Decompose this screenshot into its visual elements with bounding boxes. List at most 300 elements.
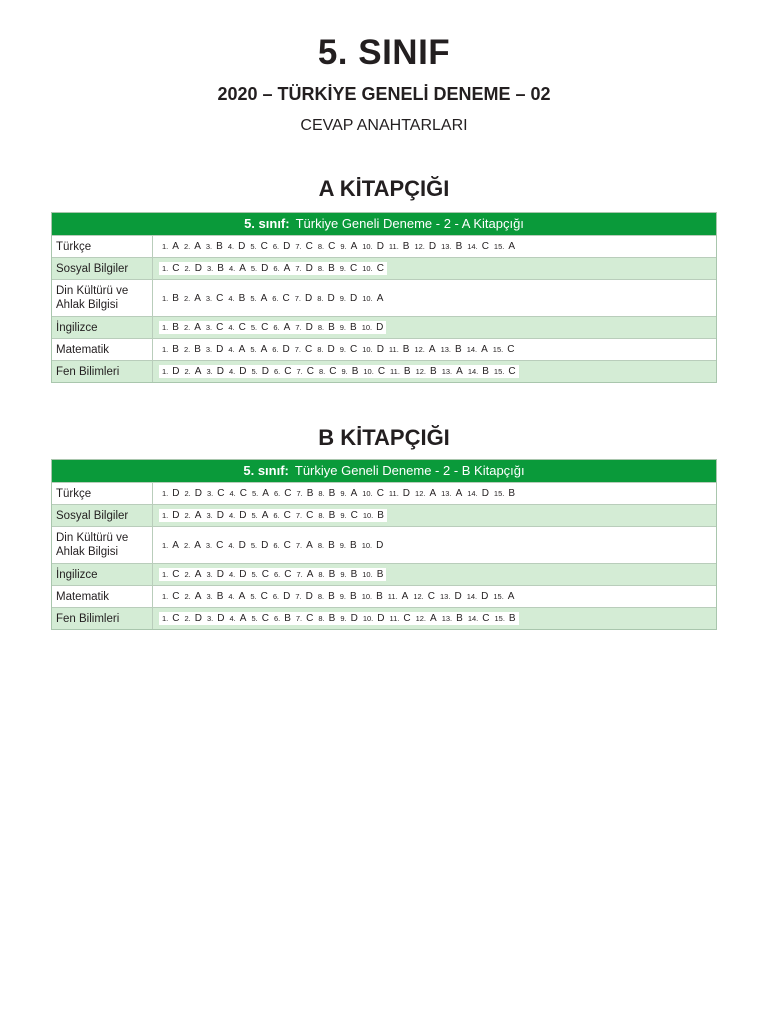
question-number: 3. (207, 489, 214, 498)
subject-name: Sosyal Bilgiler (52, 505, 153, 526)
question-number: 6. (273, 367, 281, 376)
answer-letter: D (216, 344, 224, 355)
answer-item (296, 569, 313, 580)
answer-letter: B (306, 488, 314, 499)
table-row (52, 257, 716, 279)
answer-letter: C (172, 569, 180, 580)
answer-item (273, 540, 291, 551)
table-row (52, 585, 716, 607)
answer-item (274, 488, 292, 499)
answer-letter: D (376, 241, 384, 252)
answer-item (162, 510, 180, 521)
answer-letter: A (306, 569, 314, 580)
answer-item (250, 293, 267, 304)
answer-item (185, 569, 202, 580)
question-number: 13. (440, 345, 452, 354)
answer-letter: C (260, 241, 268, 252)
answer-letter: C (508, 366, 516, 377)
answers-cell (153, 483, 716, 504)
answer-item (414, 241, 436, 252)
question-number: 3. (206, 367, 213, 376)
answer-letter: D (327, 344, 335, 355)
answer-item (251, 569, 269, 580)
answer-item (340, 263, 358, 274)
answer-letter: D (283, 591, 291, 602)
answer-letter: D (194, 263, 202, 274)
answer-item (250, 344, 267, 355)
question-number: 3. (206, 570, 213, 579)
answer-item (362, 488, 384, 499)
question-number: 9. (340, 242, 347, 251)
question-number: 1. (162, 367, 169, 376)
answer-item (229, 510, 247, 521)
answer-item (362, 263, 384, 274)
question-number: 8. (317, 345, 324, 354)
question-number: 7. (296, 367, 303, 376)
answer-item (363, 510, 384, 521)
subject-name: Sosyal Bilgiler (52, 258, 153, 279)
answer-letter: C (283, 539, 291, 551)
answer-item (442, 613, 463, 624)
answer-letter: D (350, 613, 358, 624)
answer-item (295, 591, 313, 602)
answer-item (228, 293, 245, 304)
question-number: 4. (229, 489, 236, 498)
answer-item (228, 344, 245, 355)
answer-item (206, 241, 223, 252)
answer-item (493, 591, 514, 602)
answer-letter: C (507, 344, 515, 355)
question-number: 10. (362, 489, 373, 498)
answer-item (274, 613, 291, 624)
answer-letter: A (350, 241, 358, 252)
answer-item (251, 366, 269, 377)
answers-cell (153, 317, 716, 338)
answer-item (467, 488, 489, 499)
question-number: 5. (250, 323, 258, 332)
answer-letter: C (482, 613, 490, 624)
answer-letter: C (306, 366, 314, 377)
answer-item (250, 591, 268, 602)
answer-item (363, 366, 385, 377)
answer-item (390, 366, 411, 377)
answer-item (296, 366, 314, 377)
question-number: 6. (273, 570, 281, 579)
answer-letter: D (305, 292, 313, 304)
answer-letter: C (216, 322, 224, 333)
table-row (52, 482, 716, 504)
question-number: 13. (441, 367, 453, 376)
answer-item (228, 322, 246, 333)
question-number: 7. (296, 489, 303, 498)
answers-cell (153, 258, 716, 279)
answer-item (467, 591, 489, 602)
question-number: 4. (229, 614, 236, 623)
question-number: 7. (295, 614, 303, 623)
question-number: 8. (318, 511, 325, 520)
answer-letter: D (454, 591, 462, 602)
answer-item (340, 569, 357, 580)
table-row (52, 360, 716, 382)
question-number: 7. (294, 293, 302, 303)
answer-item (362, 591, 383, 602)
answer-letter: B (456, 613, 463, 624)
question-number: 8. (318, 489, 325, 498)
question-number: 4. (228, 540, 235, 550)
answer-letter: B (328, 539, 335, 551)
answer-letter: A (376, 292, 384, 304)
answer-letter: B (430, 366, 437, 377)
question-number: 3. (206, 592, 213, 601)
answer-item (318, 613, 335, 624)
answer-item (273, 510, 291, 521)
answer-letter: B (328, 591, 335, 602)
answer-item (185, 510, 202, 521)
answer-item (416, 366, 437, 377)
question-number: 1. (162, 540, 169, 550)
question-number: 11. (388, 345, 399, 354)
answer-letter: C (261, 569, 269, 580)
answer-letter: D (481, 591, 489, 602)
question-number: 3. (207, 614, 214, 623)
answer-letter: B (508, 488, 516, 499)
question-number: 9. (339, 264, 347, 273)
question-number: 7. (295, 242, 302, 251)
answer-letter: C (284, 488, 292, 499)
answer-letter: A (456, 366, 463, 377)
question-number: 7. (294, 345, 302, 354)
answer-letter: B (328, 322, 335, 333)
question-number: 3. (207, 264, 214, 273)
answer-item (230, 488, 248, 499)
answer-item (184, 241, 201, 252)
answer-item (185, 263, 203, 274)
answer-item (206, 540, 224, 551)
answer-letter: C (216, 539, 224, 551)
question-number: 1. (162, 489, 169, 498)
answer-item (185, 366, 202, 377)
question-number: 10. (362, 293, 373, 303)
answer-item (318, 263, 335, 274)
answer-letter: D (282, 344, 290, 355)
answer-letter: C (284, 366, 292, 377)
answer-item (295, 293, 313, 304)
question-number: 6. (272, 293, 279, 303)
question-number: 9. (339, 345, 347, 354)
answer-letter: C (216, 292, 224, 304)
answers-list (159, 292, 386, 305)
answer-item (185, 591, 202, 602)
answer-item (468, 613, 490, 624)
answer-item (389, 241, 410, 252)
answers-list (159, 612, 519, 625)
answer-item (340, 613, 358, 624)
answer-item (207, 488, 225, 499)
answer-item (340, 488, 357, 499)
answer-letter: B (455, 344, 462, 355)
answer-letter: A (283, 322, 291, 333)
answer-letter: A (194, 510, 202, 521)
question-number: 13. (441, 489, 452, 498)
question-number: 10. (362, 570, 373, 579)
answer-letter: B (376, 569, 384, 580)
answer-item (389, 613, 410, 624)
answer-letter: A (194, 569, 202, 580)
answer-letter: A (260, 344, 268, 355)
answer-item (228, 540, 246, 551)
question-number: 11. (388, 242, 399, 251)
answer-letter: D (376, 344, 384, 355)
question-number: 9. (339, 592, 347, 601)
question-number: 9. (340, 614, 347, 623)
answer-letter: C (238, 322, 246, 333)
answer-letter: D (305, 322, 313, 333)
answer-item (184, 540, 201, 551)
question-number: 10. (362, 242, 373, 251)
answer-item (296, 613, 314, 624)
answer-item (206, 344, 224, 355)
answers-cell (153, 339, 716, 360)
answer-letter: C (306, 510, 314, 521)
question-number: 6. (272, 345, 279, 354)
question-number: 9. (340, 570, 347, 579)
answer-letter: C (239, 488, 247, 499)
answer-letter: D (238, 539, 246, 551)
question-number: 5. (252, 489, 259, 498)
answer-item (162, 366, 180, 377)
question-number: 1. (162, 264, 169, 273)
question-number: 14. (466, 592, 478, 601)
answer-item (494, 366, 516, 377)
answers-list (159, 568, 386, 581)
answer-item (362, 241, 384, 252)
answer-item (413, 591, 435, 602)
question-number: 9. (340, 511, 347, 520)
question-number: 2. (183, 293, 191, 303)
answer-letter: B (482, 366, 489, 377)
answer-item (415, 488, 436, 499)
question-number: 2. (183, 540, 191, 550)
answer-letter: D (239, 366, 247, 377)
answer-letter: D (305, 591, 313, 602)
answer-item (206, 591, 223, 602)
question-number: 8. (317, 540, 325, 550)
question-number: 11. (388, 489, 399, 498)
answer-letter: C (306, 613, 314, 624)
question-number: 13. (440, 592, 451, 601)
answer-item (229, 263, 246, 274)
question-number: 4. (228, 293, 235, 303)
answer-item (272, 344, 290, 355)
answer-letter: B (194, 344, 201, 355)
table-header-exam-name: Türkiye Geneli Deneme - 2 - B Kitapçığı (294, 463, 525, 478)
table-row (52, 504, 716, 526)
answer-letter: D (402, 488, 411, 499)
answer-item (441, 344, 462, 355)
answer-item (493, 344, 515, 355)
question-number: 14. (467, 367, 479, 376)
answer-letter: D (172, 510, 180, 521)
answer-item (362, 569, 383, 580)
answer-item (318, 488, 335, 499)
answer-letter: D (216, 569, 224, 580)
answer-letter: C (376, 263, 384, 274)
answer-item (340, 591, 357, 602)
answer-letter: A (194, 292, 201, 304)
question-number: 2. (184, 614, 191, 623)
answer-item (317, 293, 335, 304)
answer-item (162, 540, 179, 551)
answer-letter: D (350, 292, 358, 304)
answer-letter: A (238, 591, 246, 602)
answer-item (296, 488, 313, 499)
question-number: 14. (467, 242, 478, 251)
page-subtitle: 2020 – TÜRKİYE GENELİ DENEME – 02 (217, 84, 551, 104)
answers-list (159, 487, 518, 500)
answer-item (467, 241, 489, 252)
answer-letter: A (262, 488, 269, 499)
subject-name: Fen Bilimleri (52, 361, 153, 382)
answer-letter: D (194, 488, 202, 499)
answer-item (251, 322, 269, 333)
table-header (52, 213, 716, 235)
answer-letter: C (172, 613, 180, 624)
answers-list (159, 343, 517, 356)
answer-item (252, 488, 269, 499)
question-number: 2. (183, 345, 191, 354)
question-number: 14. (467, 614, 479, 623)
answer-letter: B (377, 510, 384, 521)
question-number: 10. (361, 540, 373, 550)
answer-letter: D (376, 539, 384, 551)
answer-letter: D (217, 613, 225, 624)
answer-letter: C (376, 488, 384, 499)
answer-letter: B (172, 322, 179, 333)
table-header-exam-name: Türkiye Geneli Deneme - 2 - A Kitapçığı (295, 216, 524, 231)
question-number: 6. (272, 242, 280, 251)
answer-item (207, 263, 224, 274)
answer-item (317, 344, 335, 355)
answer-letter: C (377, 366, 386, 377)
answer-item (341, 366, 358, 377)
answers-cell (153, 564, 716, 585)
question-number: 6. (273, 489, 281, 498)
table-row (52, 338, 716, 360)
answer-item (295, 322, 313, 333)
answer-letter: C (172, 263, 180, 274)
answer-letter: A (261, 510, 269, 521)
question-number: 3. (205, 345, 213, 354)
answer-letter: C (481, 241, 489, 252)
answer-letter: D (283, 241, 291, 252)
question-number: 11. (387, 592, 398, 601)
subject-name: İngilizce (52, 564, 153, 585)
answer-item (440, 591, 462, 602)
answer-letter: D (172, 488, 180, 499)
answer-letter: B (403, 366, 411, 377)
question-number: 5. (250, 242, 257, 251)
question-number: 13. (441, 614, 453, 623)
answer-letter: D (216, 366, 224, 377)
answer-letter: B (216, 241, 223, 252)
answer-item (363, 613, 385, 624)
answer-letter: A (350, 488, 358, 499)
answer-letter: A (481, 344, 488, 355)
answer-item (340, 241, 357, 252)
answer-letter: B (328, 263, 335, 274)
answer-item (467, 344, 488, 355)
answer-letter: B (217, 263, 224, 274)
answer-item (250, 241, 268, 252)
answer-letter: B (376, 591, 383, 602)
answer-letter: B (350, 539, 357, 551)
question-number: 4. (228, 570, 236, 579)
booklet-a-answer-table (51, 212, 717, 383)
question-number: 2. (184, 592, 191, 601)
answer-item (273, 263, 290, 274)
answer-letter: A (430, 613, 437, 624)
answer-letter: C (350, 263, 358, 274)
question-number: 9. (340, 489, 347, 498)
answer-item (442, 366, 463, 377)
answer-item (206, 322, 224, 333)
question-number: 13. (441, 242, 452, 251)
question-number: 9. (339, 293, 347, 303)
answer-letter: A (239, 263, 246, 274)
answer-letter: B (172, 292, 179, 304)
question-number: 1. (162, 293, 169, 303)
answer-letter: B (284, 613, 291, 624)
question-number: 5. (250, 264, 258, 273)
answer-item (389, 344, 410, 355)
answer-item (340, 322, 357, 333)
question-number: 9. (339, 323, 347, 332)
answer-item (494, 488, 515, 499)
question-number: 11. (390, 367, 400, 376)
answer-letter: B (455, 241, 463, 252)
answers-list (159, 539, 386, 552)
question-number: 15. (494, 614, 505, 623)
question-number: 5. (250, 345, 257, 354)
answer-letter: C (350, 344, 358, 355)
answer-item (206, 293, 224, 304)
answer-item (318, 569, 335, 580)
answer-item (184, 293, 201, 304)
question-number: 8. (318, 614, 325, 623)
table-row (52, 316, 716, 338)
answer-letter: B (172, 344, 179, 355)
answer-letter: C (427, 591, 436, 602)
answer-item (273, 322, 290, 333)
question-number: 5. (250, 540, 258, 550)
answer-item (340, 293, 358, 304)
table-row (52, 607, 716, 629)
question-number: 15. (493, 367, 505, 376)
answer-letter: D (261, 366, 269, 377)
answer-item (318, 540, 335, 551)
answer-item (251, 510, 268, 521)
answer-item (162, 241, 179, 252)
subject-name: Din Kültürü ve Ahlak Bilgisi (52, 527, 153, 563)
question-number: 5. (251, 367, 258, 376)
answer-letter: A (194, 241, 201, 252)
answer-item (162, 263, 180, 274)
answer-item (251, 263, 269, 274)
question-number: 12. (415, 489, 426, 498)
answer-item (295, 263, 313, 274)
question-number: 5. (251, 570, 258, 579)
answer-item (318, 510, 335, 521)
